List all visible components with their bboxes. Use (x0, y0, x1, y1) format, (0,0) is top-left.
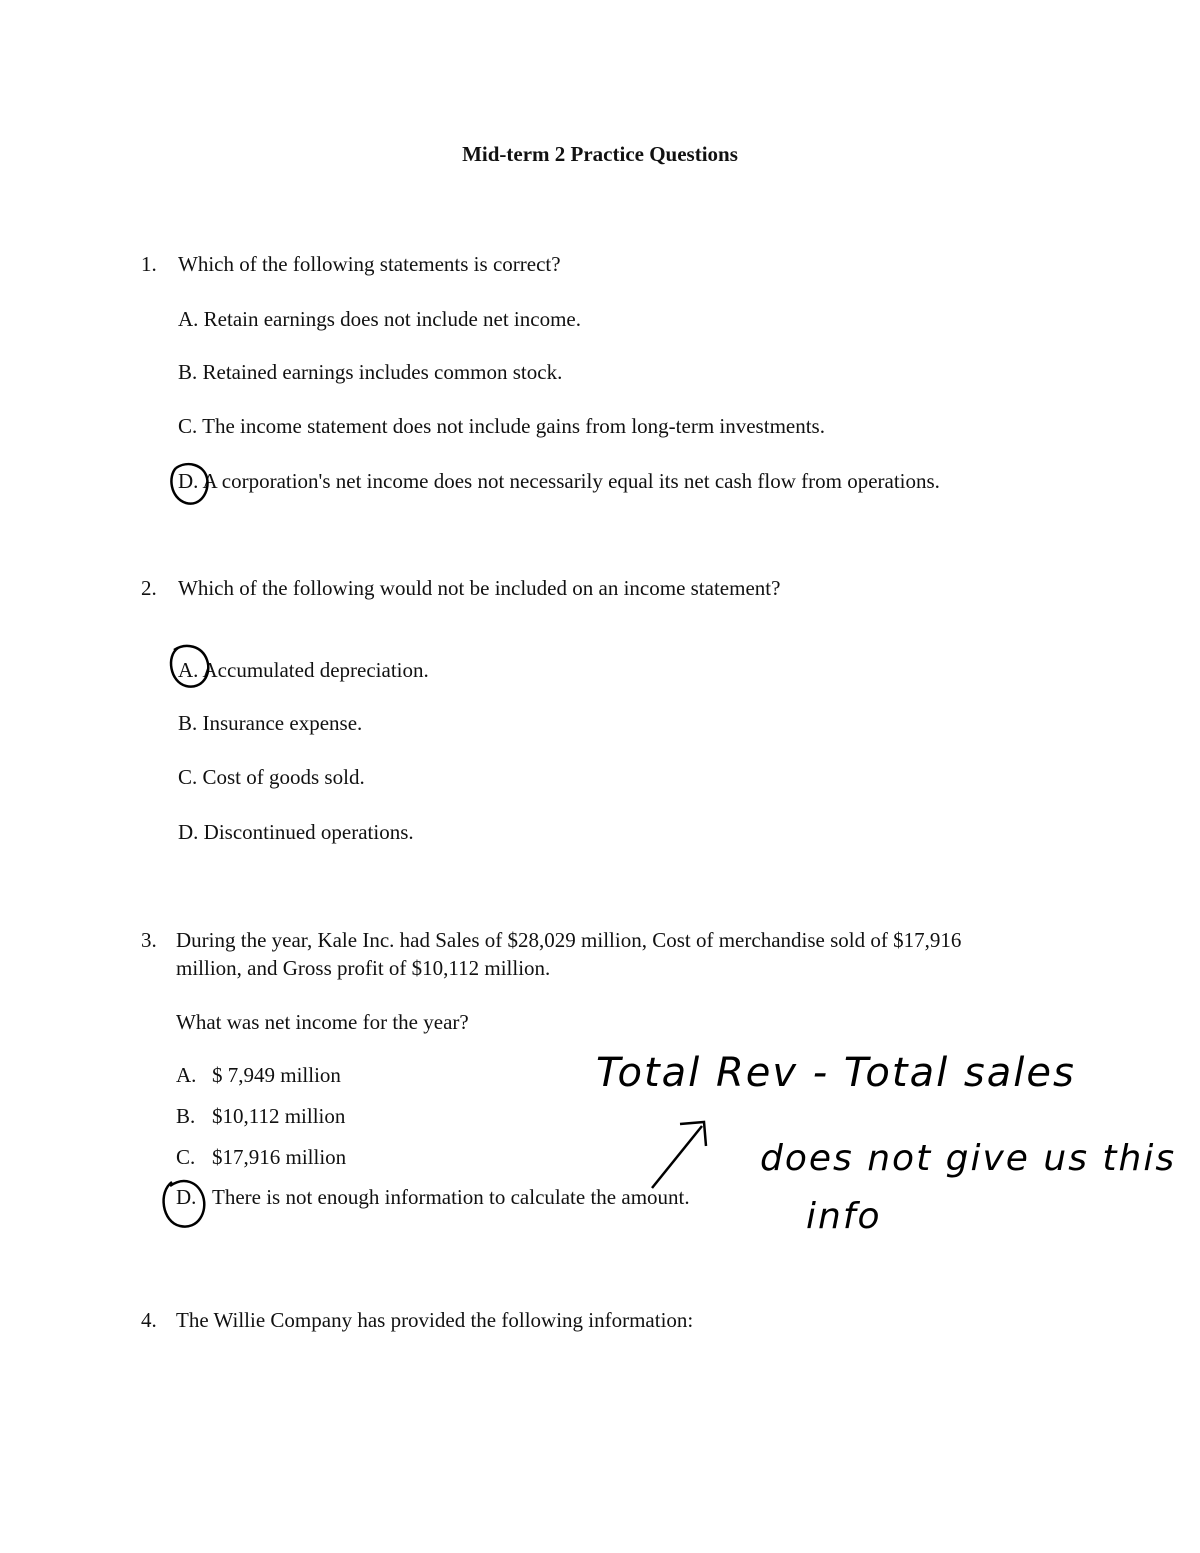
question-3-text-line1: During the year, Kale Inc. had Sales of $28,029 million, Cost of merchandise sold of $17,916 (176, 928, 962, 952)
question-3-option-a-letter: A. (176, 1063, 197, 1087)
handwritten-note-line2: does not give us this (760, 1138, 1177, 1179)
question-2-number: 2. (141, 576, 157, 600)
question-3-number: 3. (141, 928, 157, 952)
page-title: Mid-term 2 Practice Questions (462, 142, 738, 166)
question-2-text: Which of the following would not be included on an income statement? (178, 576, 781, 600)
question-1-option-c: C. The income statement does not include gains from long-term investments. (178, 414, 825, 438)
handwritten-note-line3: info (806, 1196, 882, 1237)
question-3-option-d-letter: D. (176, 1185, 197, 1209)
question-1-text: Which of the following statements is correct? (178, 252, 561, 276)
question-3-option-c-letter: C. (176, 1145, 196, 1169)
handwritten-note-line1: Total Rev - Total sales (596, 1050, 1076, 1096)
question-1-number: 1. (141, 252, 157, 276)
question-4-number: 4. (141, 1308, 157, 1332)
question-3-text-line2: million, and Gross profit of $10,112 million. (176, 956, 551, 980)
question-1-option-d: D. A corporation's net income does not necessarily equal its net cash flow from operations. (178, 469, 940, 493)
question-3-option-a-text: $ 7,949 million (212, 1063, 341, 1087)
arrow-icon (652, 1126, 702, 1188)
question-3-option-b-letter: B. (176, 1104, 196, 1128)
question-3-option-d-text: There is not enough information to calculate the amount. (212, 1185, 690, 1209)
question-2-option-d: D. Discontinued operations. (178, 820, 414, 844)
question-3-option-b-text: $10,112 million (212, 1104, 346, 1128)
question-2-option-a: A. Accumulated depreciation. (178, 658, 429, 682)
question-3-subtext: What was net income for the year? (176, 1010, 469, 1034)
question-4-text: The Willie Company has provided the following information: (176, 1308, 694, 1332)
question-1-option-a: A. Retain earnings does not include net income. (178, 307, 581, 331)
question-3-option-c-text: $17,916 million (212, 1145, 347, 1169)
question-2-option-c: C. Cost of goods sold. (178, 765, 365, 789)
question-1-option-b: B. Retained earnings includes common stock. (178, 360, 563, 384)
question-2-option-b: B. Insurance expense. (178, 711, 363, 735)
